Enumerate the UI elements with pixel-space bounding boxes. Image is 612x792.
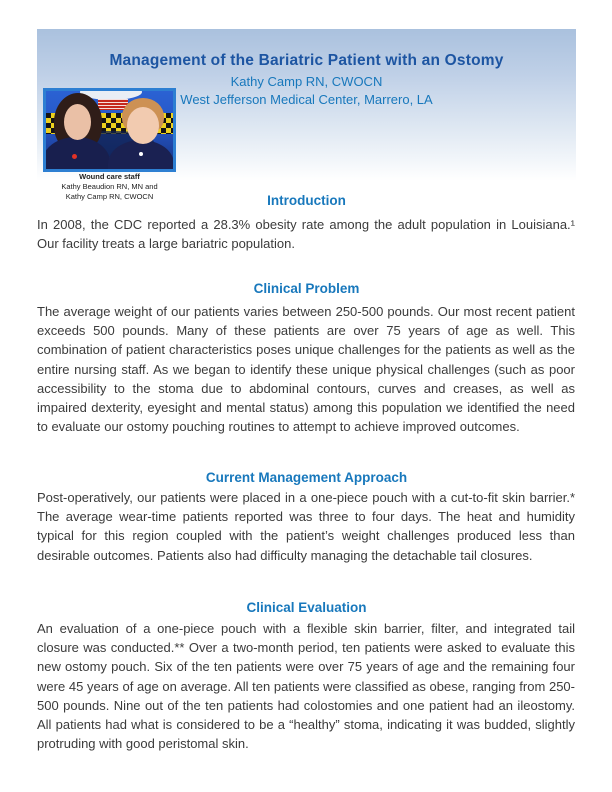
photo-caption-title: Wound care staff [79, 172, 140, 181]
photo-caption-name2: Kathy Camp RN, CWOCN [65, 192, 154, 201]
photo-person-right-pin [139, 152, 143, 156]
section-body-clinical-problem: The average weight of our patients varies between 250-500 pounds. Our most recent patient exceeds 500 pounds. Many of these patients are over 75 years of age as well. This combination of patient characteristics poses unique challenges for the patients as well as the entire nursing staff. As we began to identify these unique physical challenges (such as poor accessibility to the stoma due to abdominal contours, curves and creases, as well as impaired dexterity, eyesight and mental status) among this population we identified the need to evaluate our ostomy pouching routines to attempt to achieve improved outcomes. [37, 304, 575, 435]
section-body-current-management: Post-operatively, our patients were placed in a one-piece pouch with a cut-to-fit skin barrier.* The average wear-time patients reported was three to four days. The heat and humidity typical for this region coupled with the patient’s weight challenges produced less than desirable outcomes. Patients also had difficulty managing the detachable tail closures. [37, 490, 575, 563]
section-heading-introduction: Introduction [267, 193, 346, 208]
section-body-introduction: In 2008, the CDC reported a 28.3% obesity rate among the adult population in Louisiana.¹ Our facility treats a large bariatric population. [37, 217, 575, 252]
section-heading-clinical-problem: Clinical Problem [253, 281, 360, 296]
section-heading-clinical-evaluation: Clinical Evaluation [246, 600, 367, 615]
section-body-clinical-evaluation: An evaluation of a one-piece pouch with a flexible skin barrier, filter, and integrated tail closure was conducted.** Over a two-month period, ten patients were asked to evaluate this new ostomy pouch. Six of the ten patients were over 75 years of age and the remaining four were 45 years of age on average. All ten patients were classified as obese, ranging from 250-500 pounds. Nine out of the ten patients had colostomies and one patient had an ileostomy. All patients had what is considered to be a “healthy” stoma, indicating it was budded, slightly protruding with good peristomal skin. [37, 621, 575, 752]
photo-person-right-face [127, 107, 159, 144]
photo-person-left-face [64, 104, 91, 140]
photo-caption-name1: Kathy Beaudion RN, MN and [61, 182, 158, 191]
staff-photo [43, 88, 176, 172]
photo-person-left-pin [72, 154, 77, 159]
page-title: Management of the Bariatric Patient with an Ostomy [109, 52, 504, 69]
affiliation-line: West Jefferson Medical Center, Marrero, LA [180, 92, 433, 107]
section-heading-current-management: Current Management Approach [205, 470, 408, 485]
author-line: Kathy Camp RN, CWOCN [230, 74, 383, 89]
